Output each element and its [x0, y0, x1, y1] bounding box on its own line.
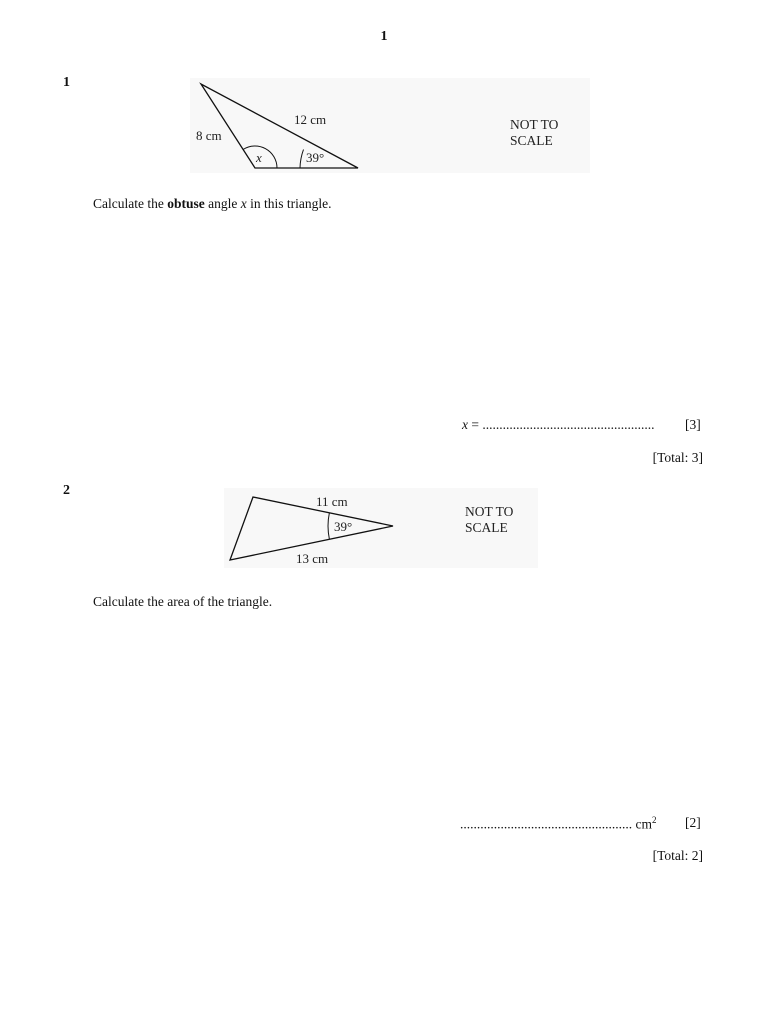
question-1-total: [Total: 3]	[652, 450, 703, 465]
not-to-scale-line-2: SCALE	[465, 520, 508, 535]
angle-label-39: 39°	[306, 150, 325, 165]
side-label-11cm: 11 cm	[316, 494, 348, 509]
side-label-8cm: 8 cm	[196, 128, 222, 143]
answer-variable: x	[462, 417, 468, 432]
question-1-marks: [3]	[685, 417, 701, 432]
answer-dots: ...................................................	[482, 417, 655, 432]
not-to-scale-line-1: NOT TO	[465, 504, 514, 519]
question-1-text	[93, 196, 331, 212]
not-to-scale-line-2: SCALE	[510, 133, 553, 148]
side-label-12cm: 12 cm	[294, 112, 327, 127]
q1-text-var: x	[240, 196, 247, 211]
question-2-not-to-scale	[465, 504, 513, 536]
answer-dots: ...................................................	[460, 816, 633, 832]
question-2-text: Calculate the area of the triangle.	[93, 594, 273, 609]
answer-unit-power: 2	[652, 815, 657, 825]
answer-equals: =	[468, 417, 483, 432]
angle-label-x: x	[256, 150, 262, 165]
question-2-total: [Total: 2]	[652, 848, 703, 863]
q1-text-start: Calculate the	[93, 196, 168, 211]
question-2-marks: [2]	[685, 815, 701, 830]
question-1-answer-line[interactable]	[462, 417, 655, 433]
answer-unit: cm	[635, 816, 652, 832]
angle-label-39: 39°	[334, 519, 353, 534]
side-label-13cm: 13 cm	[296, 551, 329, 566]
question-2-number: 2	[63, 483, 70, 498]
page-number: 1	[380, 29, 388, 44]
q1-text-mid: angle	[204, 196, 241, 211]
question-1-not-to-scale	[510, 117, 558, 149]
not-to-scale-line-1: NOT TO	[510, 117, 559, 132]
q1-text-bold: obtuse	[167, 196, 205, 211]
question-1-number: 1	[63, 75, 70, 90]
question-2-answer-line[interactable]	[460, 815, 657, 833]
q1-text-end: in this triangle.	[246, 196, 332, 211]
